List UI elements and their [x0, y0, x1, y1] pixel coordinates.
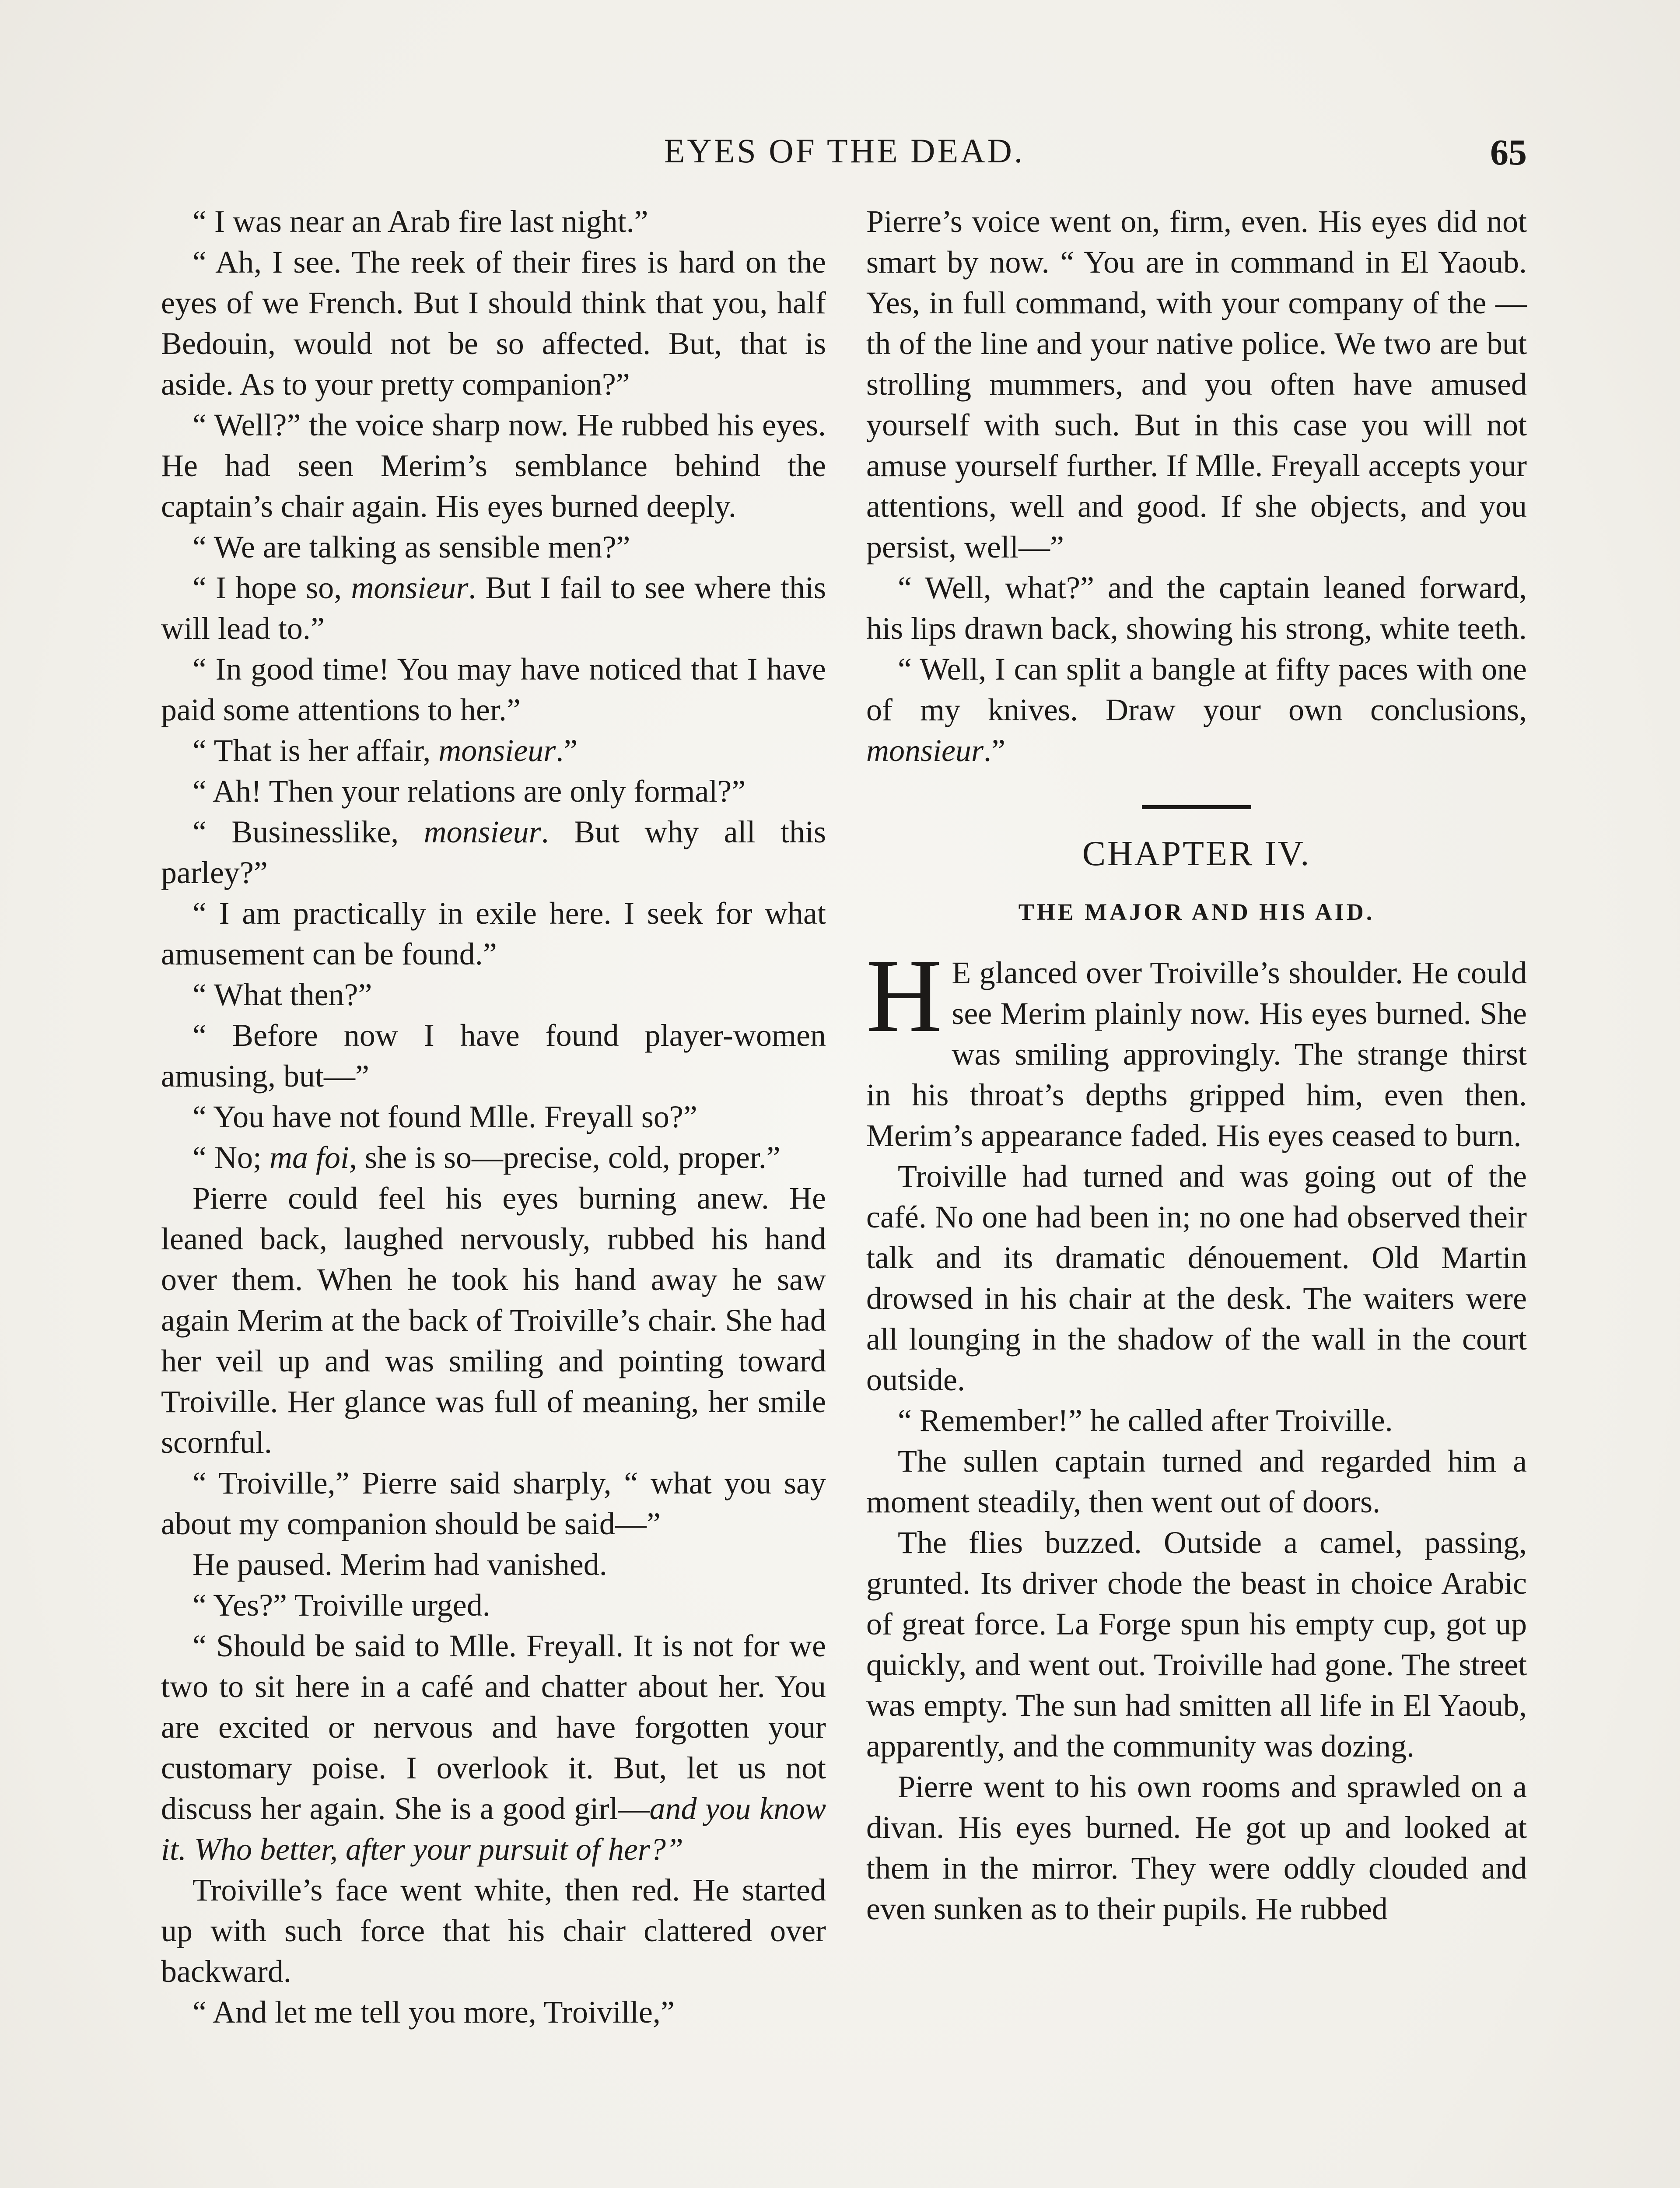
paragraph: “ Ah! Then your relations are only formal?” — [192, 774, 746, 809]
paragraph: “ I hope so, monsieur. But I fail to see where this will lead to.” — [161, 570, 826, 646]
paragraph: The sullen captain turned and regarded him a moment steadily, then went out of doors. — [866, 1444, 1527, 1519]
paragraph: Pierre could feel his eyes burning anew. He leaned back, laughed nervously, rubbed his hand over them. When he took his hand away he saw again Merim at the back of Troiville’s chair. She had her veil up and was smiling and pointing toward Troiville. Her glance was full of meaning, her smile scornful. — [161, 1181, 826, 1460]
paragraph: “ Yes?” Troiville urged. — [192, 1588, 490, 1623]
paragraph: H E glanced over Troiville’s shoulder. He could see Merim plainly now. His eyes burned. She was smiling approvingly. The strange thirst in his throat’s depths gripped him, even then. Merim’s appearance faded. His eyes ceased to burn. — [866, 937, 1527, 1153]
right-column-chapter-text — [866, 937, 1527, 1929]
right-column-top-text — [866, 201, 1527, 771]
paragraph: “ Before now I have found player-women amusing, but—” — [161, 1018, 826, 1094]
right-column — [866, 201, 1527, 1929]
paragraph: “ Well?” the voice sharp now. He rubbed his eyes. He had seen Merim’s semblance behind the captain’s chair again. His eyes burned deeply. — [161, 407, 826, 524]
paragraph: “ Should be said to Mlle. Freyall. It is not for we two to sit here in a café and chatter about her. You are excited or nervous and have forgotten your customary poise. I overlook it. But, let us not discuss her again. She is a good girl—and you know it. Who better, after your pursuit of her?” — [161, 1628, 826, 1867]
chapter-subtitle: THE MAJOR AND HIS AID. — [1018, 899, 1375, 925]
page-header — [162, 127, 1527, 179]
paragraph: “ We are talking as sensible men?” — [192, 529, 630, 565]
paragraph: “ Businesslike, monsieur. But why all this parley?” — [161, 814, 826, 890]
paragraph: “ Well, what?” and the captain leaned forward, his lips drawn back, showing his strong, white teeth. — [866, 570, 1527, 646]
paragraph: Troiville’s face went white, then red. He started up with such force that his chair clattered over backward. — [161, 1872, 826, 1989]
paragraph: Pierre’s voice went on, firm, even. His eyes did not smart by now. “ You are in command in El Yaoub. Yes, in full command, with your company of the —th of the line and your native police. We two are but strolling mummers, and you often have amused yourself with such. But in this case you will not amuse yourself further. If Mlle. Freyall accepts your attentions, well and good. If she objects, and you persist, well—” — [866, 204, 1527, 565]
paragraph: “ Well, I can split a bangle at fifty paces with one of my knives. Draw your own conclusions, monsieur.” — [866, 652, 1527, 768]
paragraph: He paused. Merim had vanished. — [192, 1547, 607, 1582]
page-number: 65 — [1490, 132, 1527, 173]
paragraph: “ Remember!” he called after Troiville. — [898, 1403, 1393, 1438]
paragraph: “ No; ma foi, she is so—precise, cold, proper.” — [192, 1140, 780, 1175]
paragraph: “ Ah, I see. The reek of their fires is hard on the eyes of we French. But I should think that you, half Bedouin, would not be so affected. But, that is aside. As to your pretty companion?” — [161, 245, 826, 402]
running-head: EYES OF THE DEAD. — [664, 132, 1025, 170]
paragraph: “ What then?” — [192, 977, 372, 1012]
paragraph: The flies buzzed. Outside a camel, passing, grunted. Its driver chode the beast in choice Arabic of great force. La Forge spun his empty cup, got up quickly, and went out. Troiville had gone. The street was empty. The sun had smitten all life in El Yaoub, apparently, and the community was dozing. — [866, 1525, 1527, 1764]
paragraph: “ You have not found Mlle. Freyall so?” — [192, 1099, 697, 1134]
paragraph: “ That is her affair, monsieur.” — [192, 733, 578, 768]
paragraph: “ I am practically in exile here. I seek for what amusement can be found.” — [161, 896, 826, 971]
left-column — [161, 201, 826, 2033]
paragraph: “ And let me tell you more, Troiville,” — [192, 1995, 675, 2030]
drop-cap: H — [866, 937, 942, 1054]
paragraph: Pierre went to his own rooms and sprawled on a divan. His eyes burned. He got up and looked at them in the mirror. They were oddly clouded and even sunken as to their pupils. He rubbed — [866, 1769, 1527, 1926]
paragraph: “ In good time! You may have noticed that I have paid some attentions to her.” — [161, 652, 826, 727]
paragraph: “ Troiville,” Pierre said sharply, “ what you say about my companion should be said—” — [161, 1466, 826, 1541]
section-divider — [1142, 805, 1251, 809]
paragraph: “ I was near an Arab fire last night.” — [192, 204, 648, 239]
chapter-title: CHAPTER IV. — [1082, 835, 1311, 873]
paragraph: Troiville had turned and was going out of the café. No one had been in; no one had observed their talk and its dramatic dénouement. Old Martin drowsed in his chair at the desk. The waiters were all lounging in the shadow of the wall in the court outside. — [866, 1159, 1527, 1397]
